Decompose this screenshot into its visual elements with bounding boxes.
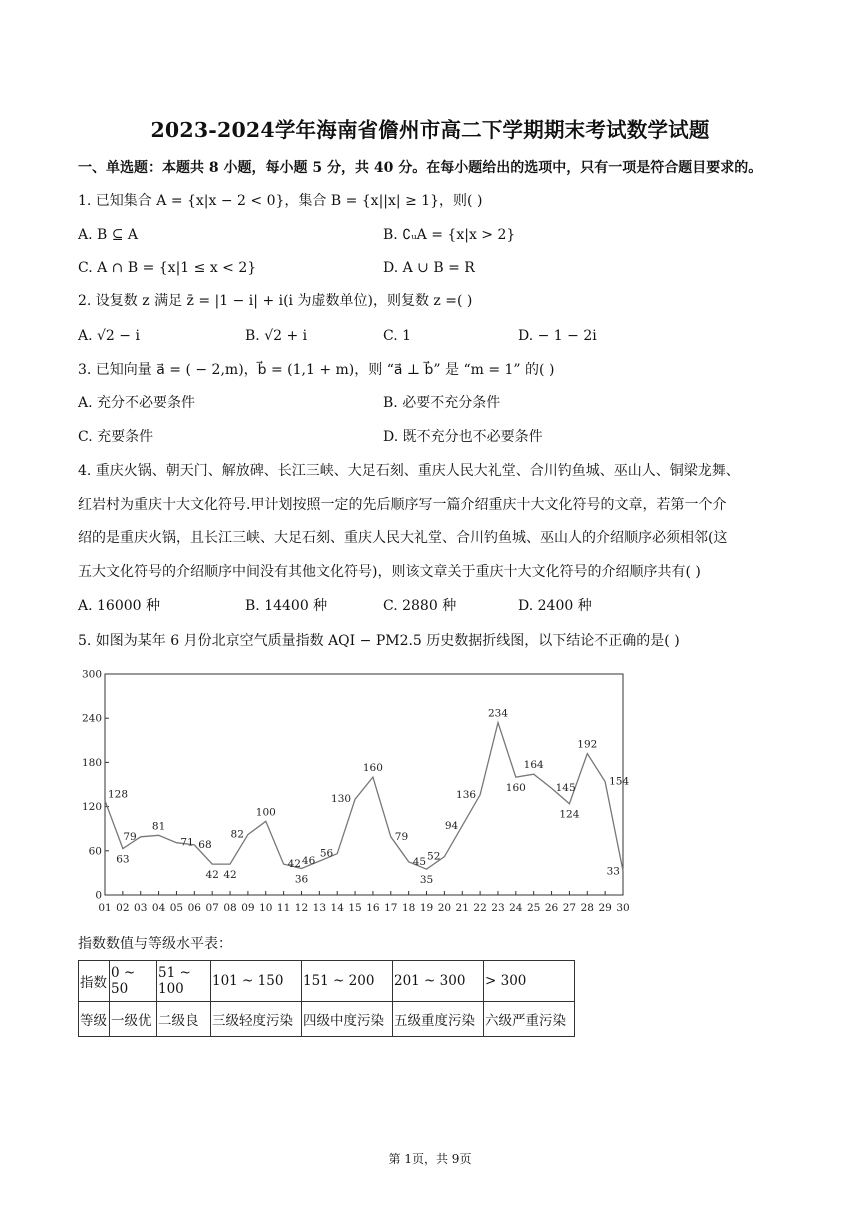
q1-option-d: D. A ∪ B = R — [383, 260, 475, 276]
table-row — [79, 961, 575, 1002]
x-tick-label: 11 — [276, 902, 291, 914]
table-cell: 六级严重污染 — [484, 1002, 575, 1037]
data-label: 100 — [255, 806, 276, 819]
x-tick-label: 28 — [580, 902, 594, 914]
data-label: 154 — [609, 775, 630, 788]
table-cell: 指数 — [79, 961, 110, 1002]
x-tick-label: 05 — [169, 902, 184, 914]
x-tick-label: 21 — [455, 902, 469, 914]
x-tick-label: 30 — [616, 902, 630, 914]
data-label: 94 — [444, 819, 459, 832]
q4-line-2: 红岩村为重庆十大文化符号.甲计划按照一定的先后顺序写一篇介绍重庆十大文化符号的文章，若第一个介 — [78, 497, 727, 513]
q1-stem: 1. 已知集合 A = {x|x − 2 < 0}，集合 B = {x||x| ≥ 1}，则( ) — [78, 193, 483, 209]
x-tick-label: 10 — [259, 902, 273, 914]
x-tick-label: 29 — [598, 902, 612, 914]
x-tick-label: 22 — [473, 902, 487, 914]
x-tick-label: 06 — [187, 902, 201, 914]
data-label: 42 — [223, 869, 237, 882]
y-tick-label: 120 — [81, 801, 102, 814]
x-tick-label: 23 — [491, 902, 505, 914]
data-label: 234 — [487, 707, 509, 720]
data-label: 63 — [116, 853, 130, 866]
data-label: 128 — [108, 788, 129, 801]
x-tick-label: 19 — [419, 902, 434, 914]
data-label: 33 — [606, 865, 620, 878]
y-tick-label: 0 — [95, 889, 102, 902]
data-label: 79 — [123, 830, 137, 843]
y-tick-label: 300 — [81, 668, 102, 681]
data-label: 45 — [412, 855, 427, 868]
x-tick-label: 08 — [223, 902, 237, 914]
x-tick-label: 14 — [330, 902, 344, 914]
x-tick-label: 18 — [401, 902, 416, 914]
table-cell: 等级 — [79, 1002, 110, 1037]
data-label: 52 — [427, 850, 441, 863]
q2-option-d: D. − 1 − 2i — [518, 328, 597, 344]
data-label: 36 — [294, 873, 309, 886]
table-cell: > 300 — [484, 961, 575, 1002]
data-label: 136 — [456, 788, 477, 801]
data-label: 68 — [198, 838, 212, 851]
q2-option-b: B. √2 + i — [245, 328, 308, 344]
x-tick-label: 27 — [562, 902, 577, 914]
page-footer: 第 1页，共 9页 — [388, 1152, 472, 1166]
y-tick-label: 240 — [81, 712, 102, 725]
data-label: 56 — [319, 847, 334, 860]
data-label: 82 — [230, 828, 244, 841]
data-label: 124 — [559, 808, 580, 821]
y-tick-label: 180 — [81, 756, 102, 769]
x-tick-label: 03 — [134, 902, 148, 914]
x-tick-label: 16 — [366, 902, 380, 914]
q2-option-a: A. √2 − i — [78, 328, 140, 344]
data-label: 42 — [287, 858, 301, 871]
data-label: 81 — [151, 820, 166, 833]
table-cell: 101 ~ 150 — [211, 961, 302, 1002]
table-row — [79, 1002, 575, 1037]
q4-line-1: 4. 重庆火锅、朝天门、解放碑、长江三峡、大足石刻、重庆人民大礼堂、合川钓鱼城、巫山人、铜梁龙舞、 — [78, 463, 740, 479]
q1-option-c: C. A ∩ B = {x|1 ≤ x < 2} — [78, 260, 257, 276]
data-label: 160 — [362, 762, 383, 775]
q1-option-a: A. B ⊆ A — [78, 227, 139, 243]
data-label: 42 — [205, 869, 219, 882]
aqi-line-chart — [70, 662, 640, 918]
x-tick-label: 01 — [98, 902, 112, 914]
section-header: 一、单选题：本题共 8 小题，每小题 5 分，共 40 分。在每小题给出的选项中，只有一项是符合题目要求的。 — [78, 160, 763, 176]
q4-line-4: 五大文化符号的介绍顺序中间没有其他文化符号)，则该文章关于重庆十大文化符号的介绍顺序共有( ) — [78, 564, 701, 580]
x-tick-label: 25 — [527, 902, 541, 914]
page-title: 2023-2024学年海南省儋州市高二下学期期末考试数学试题 — [150, 118, 710, 142]
x-tick-label: 07 — [205, 902, 219, 914]
q4-option-d: D. 2400 种 — [518, 598, 592, 614]
data-label: 164 — [523, 759, 544, 772]
table-cell: 151 ~ 200 — [302, 961, 393, 1002]
q3-option-c: C. 充要条件 — [78, 429, 154, 445]
table-cell: 201 ~ 300 — [393, 961, 484, 1002]
q4-option-a: A. 16000 种 — [78, 598, 160, 614]
q3-option-a: A. 充分不必要条件 — [78, 395, 196, 411]
data-label: 79 — [394, 830, 409, 843]
table-caption: 指数数值与等级水平表： — [78, 936, 232, 952]
table-cell: 0 ~ 50 — [110, 961, 157, 1002]
data-label: 71 — [180, 836, 194, 849]
table-cell: 四级中度污染 — [302, 1002, 393, 1037]
q3-option-d: D. 既不充分也不必要条件 — [383, 429, 543, 445]
data-label: 145 — [555, 782, 576, 795]
q3-option-b: B. 必要不充分条件 — [383, 395, 501, 411]
data-label: 160 — [505, 782, 526, 795]
data-label: 35 — [419, 874, 434, 887]
x-tick-label: 20 — [437, 902, 452, 914]
x-tick-label: 04 — [151, 902, 166, 914]
table-cell: 五级重度污染 — [393, 1002, 484, 1037]
table-cell: 三级轻度污染 — [211, 1002, 302, 1037]
data-label: 46 — [301, 855, 316, 868]
q4-line-3: 绍的是重庆火锅，且长江三峡、大足石刻、重庆人民大礼堂、合川钓鱼城、巫山人的介绍顺序必须相邻(这 — [78, 530, 728, 546]
x-tick-label: 13 — [312, 902, 327, 914]
x-tick-label: 09 — [241, 902, 255, 914]
x-tick-label: 24 — [509, 902, 523, 914]
table-cell: 51 ~ 100 — [157, 961, 211, 1002]
y-tick-label: 60 — [88, 845, 102, 858]
table-cell: 二级良 — [157, 1002, 211, 1037]
q2-option-c: C. 1 — [383, 328, 412, 344]
q4-option-b: B. 14400 种 — [245, 598, 328, 614]
table-cell: 一级优 — [110, 1002, 157, 1037]
x-tick-label: 26 — [544, 902, 559, 914]
x-tick-label: 15 — [348, 902, 362, 914]
q1-option-b: B. ∁ᵤA = {x|x > 2} — [383, 227, 516, 243]
q5-stem: 5. 如图为某年 6 月份北京空气质量指数 AQI − PM2.5 历史数据折线图，以下结论不正确的是( ) — [78, 633, 680, 649]
q4-option-c: C. 2880 种 — [383, 598, 457, 614]
q3-stem: 3. 已知向量 a⃗ = ( − 2,m)，b⃗ = (1,1 + m)，则 “a⃗ ⊥ b⃗” 是 “m = 1” 的( ) — [78, 362, 555, 378]
plot-frame — [105, 674, 623, 895]
q2-stem: 2. 设复数 z 满足 z̄ = |1 − i| + i(i 为虚数单位)，则复数 z =( ) — [78, 293, 473, 309]
x-tick-label: 12 — [294, 902, 309, 914]
data-label: 130 — [331, 793, 352, 806]
x-tick-label: 02 — [116, 902, 130, 914]
grade-table — [78, 960, 575, 1037]
x-tick-label: 17 — [384, 902, 398, 914]
data-label: 192 — [577, 738, 598, 751]
